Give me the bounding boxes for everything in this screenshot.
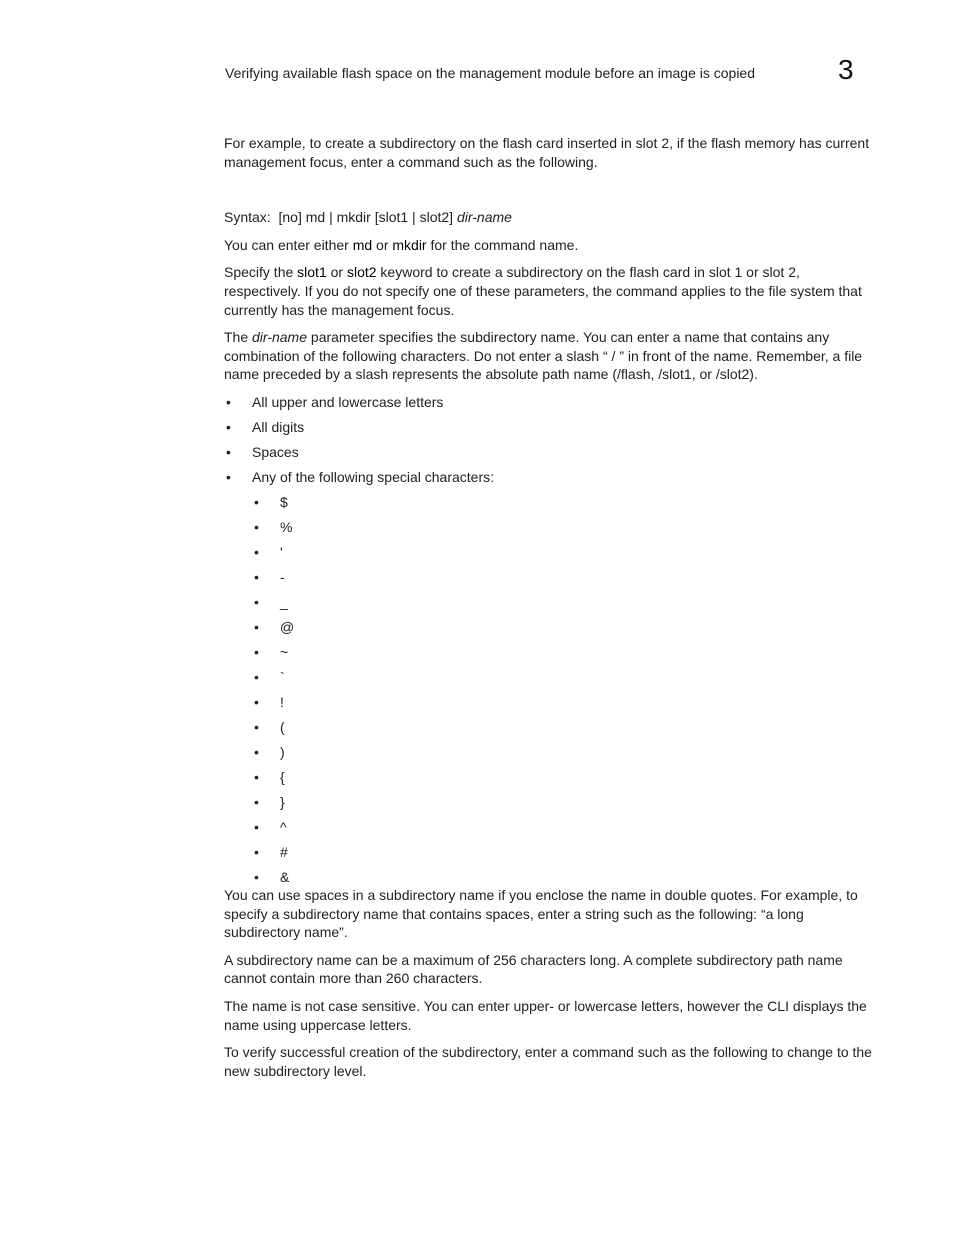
- list-item: [224, 468, 874, 493]
- bullet-icon: •: [254, 718, 259, 735]
- bullet-icon: •: [254, 743, 259, 760]
- special-char: ): [280, 743, 285, 760]
- list-item-label: Any of the following special characters:: [252, 468, 495, 485]
- bullet-icon: •: [254, 568, 259, 585]
- list-item: [224, 743, 874, 768]
- bullet-icon: •: [254, 543, 259, 560]
- special-character-list: [224, 493, 874, 893]
- bullet-icon: •: [254, 668, 259, 685]
- para-max-length: A subdirectory name can be a maximum of 256 characters long. A complete subdirectory path name cannot contain more than 260 characters.: [224, 951, 843, 987]
- bullet-icon: •: [226, 443, 231, 460]
- character-list: [224, 393, 874, 493]
- list-item: [224, 493, 874, 518]
- cmd-mkdir: mkdir: [392, 236, 427, 253]
- intro-paragraph: For example, to create a subdirectory on the flash card inserted in slot 2, if the flash memory has current management focus, enter a command such as the following.: [224, 135, 870, 170]
- bullet-icon: •: [254, 868, 259, 885]
- bullet-icon: •: [254, 593, 259, 610]
- special-char: %: [280, 518, 293, 535]
- list-item: [224, 868, 874, 893]
- special-char: {: [280, 768, 285, 785]
- bullet-icon: •: [254, 818, 259, 835]
- special-char: @: [280, 618, 295, 635]
- list-item: [224, 718, 874, 743]
- special-char: !: [280, 693, 284, 710]
- list-item: [224, 643, 874, 668]
- special-char: -: [280, 568, 285, 585]
- special-char: ~: [280, 643, 289, 660]
- syntax-command: [no] md | mkdir [slot1 | slot2]: [278, 209, 454, 226]
- cmd-md: md: [352, 236, 373, 253]
- special-char: }: [280, 793, 285, 810]
- list-item: [224, 543, 874, 568]
- list-item: [224, 843, 874, 868]
- bullet-icon: •: [226, 418, 231, 435]
- bullet-icon: •: [254, 518, 259, 535]
- special-char: ': [280, 543, 283, 560]
- list-item: [224, 568, 874, 593]
- page-body: [224, 134, 874, 1089]
- list-item-label: All digits: [252, 418, 305, 435]
- running-header: Verifying available flash space on the management module before an image is copied: [225, 65, 755, 81]
- para-command-name: [224, 236, 874, 255]
- bullet-icon: •: [226, 393, 231, 410]
- list-item: [224, 518, 874, 543]
- text: Specify the: [224, 264, 298, 281]
- list-item: [224, 768, 874, 793]
- bullet-icon: •: [254, 643, 259, 660]
- kw-slot1: slot1: [297, 264, 327, 281]
- chapter-number: 3: [838, 54, 854, 85]
- text: or: [372, 236, 393, 253]
- list-item: [224, 668, 874, 693]
- bullet-icon: •: [254, 768, 259, 785]
- text: The: [224, 329, 253, 346]
- syntax-label: Syntax:: [224, 209, 271, 226]
- syntax-param: dir-name: [456, 209, 512, 226]
- bullet-icon: •: [254, 493, 259, 510]
- list-item: [224, 793, 874, 818]
- text: You can enter either: [224, 236, 353, 253]
- special-char: #: [280, 843, 288, 860]
- bullet-icon: •: [254, 843, 259, 860]
- list-item: [224, 393, 874, 418]
- para-spaces: You can use spaces in a subdirectory name if you enclose the name in double quotes. For example, to specify a subdirectory name that contains spaces, enter a string such as the following: “a long subdirectory name”.: [224, 886, 858, 941]
- list-item: [224, 618, 874, 643]
- list-item: [224, 818, 874, 843]
- list-item-label: All upper and lowercase letters: [252, 393, 444, 410]
- text: or: [326, 264, 347, 281]
- special-char: `: [280, 668, 285, 685]
- special-char: (: [280, 718, 285, 735]
- text: keyword to create a subdirectory on the flash card in slot 1 or slot 2, respectively. If you do not specify one of these parameters, the command applies to the file system that currently has the management focus.: [224, 264, 862, 318]
- para-dirname: [224, 328, 874, 384]
- para-case: The name is not case sensitive. You can enter upper- or lowercase letters, however the CLI displays the name using uppercase letters.: [224, 997, 867, 1033]
- text: parameter specifies the subdirectory name. You can enter a name that contains any combination of the following characters. Do not enter a slash “ / ” in front of the name. Remember, a file name preceded by a slash represents the absolute path name (/flash, /slot1, or /slot2).: [224, 329, 863, 383]
- list-item: [224, 443, 874, 468]
- list-item: [224, 418, 874, 443]
- special-char: ^: [280, 818, 287, 835]
- syntax-line: [224, 208, 874, 227]
- bullet-icon: •: [254, 693, 259, 710]
- bullet-icon: •: [226, 468, 231, 485]
- text: for the command name.: [426, 236, 579, 253]
- bullet-icon: •: [254, 793, 259, 810]
- list-item-label: Spaces: [252, 443, 299, 460]
- bullet-icon: •: [254, 618, 259, 635]
- special-char: &: [280, 868, 290, 885]
- param-dir-name: dir-name: [252, 329, 308, 346]
- special-char: $: [280, 493, 288, 510]
- special-char: _: [280, 593, 288, 610]
- kw-slot2: slot2: [346, 264, 377, 281]
- list-item: [224, 693, 874, 718]
- para-verify: To verify successful creation of the subdirectory, enter a command such as the following to change to the new subdirectory level.: [224, 1044, 872, 1079]
- list-item: [224, 593, 874, 618]
- para-slot: [224, 263, 874, 319]
